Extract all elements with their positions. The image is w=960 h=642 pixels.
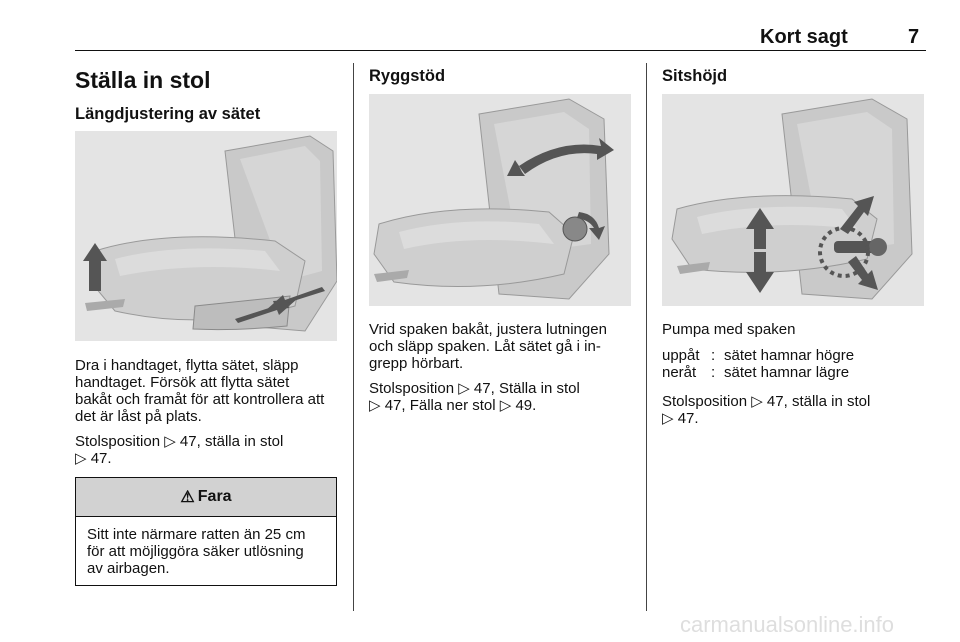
- text-line: handtaget. Försök att flytta sätet: [75, 374, 290, 391]
- reference-link[interactable]: Stolsposition ▷ 47, ställa in stol: [662, 393, 871, 410]
- text-line: för att möjliggöra säker utlösning: [87, 543, 304, 560]
- text-line: det är låst på plats.: [75, 408, 202, 425]
- definition-colon: :: [711, 347, 716, 364]
- seat-height-illustration: [662, 94, 924, 306]
- cross-reference: [75, 433, 283, 467]
- warning-triangle-icon: ⚠: [180, 489, 195, 506]
- reference-link[interactable]: Stolsposition ▷ 47, Ställa in stol: [369, 380, 580, 397]
- reference-link[interactable]: ▷ 47, Fälla ner stol ▷ 49.: [369, 397, 537, 414]
- text-line: grepp hörbart.: [369, 355, 464, 372]
- text-line: Sitt inte närmare ratten än 25 cm: [87, 526, 306, 543]
- backrest-illustration: [369, 94, 631, 306]
- column-divider-2: [646, 63, 647, 611]
- pump-intro: [662, 321, 795, 338]
- cross-reference: [662, 393, 870, 427]
- seat-length-illustration: [75, 131, 337, 341]
- warning-title: Fara: [197, 488, 232, 505]
- reference-link[interactable]: Stolsposition ▷ 47, ställa in stol: [75, 433, 284, 450]
- warning-text: [76, 517, 336, 577]
- backrest-instructions: [369, 321, 607, 372]
- page-number: 7: [908, 26, 920, 48]
- text-line: Vrid spaken bakåt, justera lutningen: [369, 321, 607, 338]
- section-title: Ställa in stol: [75, 67, 211, 93]
- subsection-title-backrest: Ryggstöd: [369, 67, 446, 85]
- subsection-title-seat-height: Sitshöjd: [662, 67, 728, 85]
- text-line: Dra i handtaget, flytta sätet, släpp: [75, 357, 299, 374]
- reference-link[interactable]: ▷ 47.: [75, 450, 112, 467]
- running-header-title: Kort sagt: [760, 26, 848, 48]
- subsection-title-length: Längdjustering av sätet: [75, 105, 261, 123]
- text-line: och släpp spaken. Låt sätet gå i in-: [369, 338, 601, 355]
- definition-text: sätet hamnar högre: [724, 347, 855, 364]
- header-rule: [75, 50, 926, 51]
- watermark: carmanualsonline.info: [680, 612, 895, 637]
- cross-reference: [369, 380, 580, 414]
- text-line: Pumpa med spaken: [662, 321, 796, 338]
- text-line: av airbagen.: [87, 560, 170, 577]
- length-adjust-instructions: [75, 357, 324, 425]
- definition-text: sätet hamnar lägre: [724, 364, 850, 381]
- text-line: bakåt och framåt för att kontrollera att: [75, 391, 325, 408]
- definition-colon: :: [711, 364, 716, 381]
- warning-header: [76, 478, 336, 517]
- definition-term: neråt: [662, 364, 697, 381]
- column-divider-1: [353, 63, 354, 611]
- danger-warning-box: [75, 477, 337, 586]
- reference-link[interactable]: ▷ 47.: [662, 410, 699, 427]
- definition-term: uppåt: [662, 347, 700, 364]
